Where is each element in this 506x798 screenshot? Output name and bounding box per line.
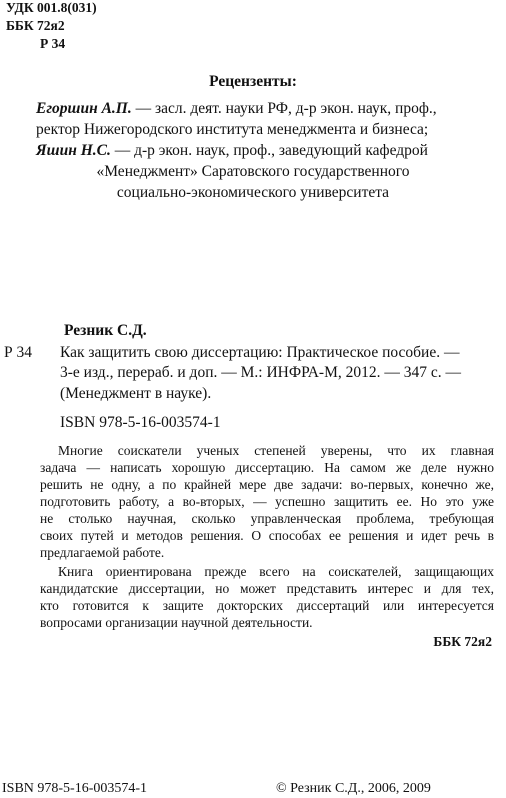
reviewer-2-name: Яшин Н.С. <box>36 142 111 159</box>
bbk-code: ББК 72я2 <box>6 18 65 33</box>
abstract-line: предлагаемой работе. <box>40 545 165 560</box>
footer-bbk: ББК 72я2 <box>433 634 492 649</box>
footer-isbn: ISBN 978-5-16-003574-1 <box>2 781 148 796</box>
abstract-paragraph-2 <box>40 563 494 631</box>
bib-author: Резник С.Д. <box>64 322 147 339</box>
bib-code: Р 34 <box>4 344 32 361</box>
reviewer-2-line-1 <box>36 141 428 160</box>
reviewers-title: Рецензенты: <box>209 73 297 90</box>
abstract-line: кандидатские диссертации, но может представить интерес и для тех, <box>40 581 494 596</box>
reviewer-2-line-3: социально-экономического университета <box>116 184 390 201</box>
bib-line-1: Как защитить свою диссертацию: Практическое пособие. — <box>60 344 460 361</box>
reviewer-1-line-1 <box>36 99 437 118</box>
abstract-line: своих путей и методов решения. О способах ее решения и идет речь в <box>40 528 494 543</box>
abstract-line: вопросами организации научной деятельности. <box>40 615 313 630</box>
author-mark: Р 34 <box>40 36 66 51</box>
abstract-line: задача — написать хорошую диссертацию. На самом же деле нужно <box>40 460 494 475</box>
bib-isbn: ISBN 978-5-16-003574-1 <box>60 414 221 431</box>
reviewer-2-line-2: «Менеджмент» Саратовского государственного <box>96 163 410 180</box>
footer-copyright: © Резник С.Д., 2006, 2009 <box>276 781 431 796</box>
abstract-line: Многие соискатели ученых степеней уверены, что их главная <box>58 443 494 458</box>
bib-line-2: 3-е изд., перераб. и доп. — М.: ИНФРА-М, 2012. — 347 с. — <box>60 364 461 381</box>
reviewer-1-desc: — засл. деят. науки РФ, д-р экон. наук, проф., <box>131 100 437 117</box>
udk-code: УДК 001.8(031) <box>6 0 97 15</box>
reviewer-2-desc: — д-р экон. наук, проф., заведующий кафедрой <box>110 142 428 159</box>
abstract-line: подготовить работу, а во-вторых, — успешно защитить ее. Но это уже <box>40 494 494 509</box>
abstract-paragraph-1 <box>40 442 494 561</box>
reviewer-1-line-2: ректор Нижегородского института менеджмента и бизнеса; <box>36 121 429 138</box>
abstract-line: кто готовится к защите докторских диссертаций или интересуется <box>40 598 494 613</box>
abstract-line: решить не одну, а по крайней мере две задачи: во-первых, конечно же, <box>40 477 494 492</box>
reviewer-1-name: Егоршин А.П. <box>36 100 132 117</box>
abstract-line: не столько научная, сколько управленческая проблема, требующая <box>40 511 494 526</box>
bib-line-3: (Менеджмент в науке). <box>60 385 212 402</box>
abstract-line: Книга ориентирована прежде всего на соискателей, защищающих <box>58 564 494 579</box>
